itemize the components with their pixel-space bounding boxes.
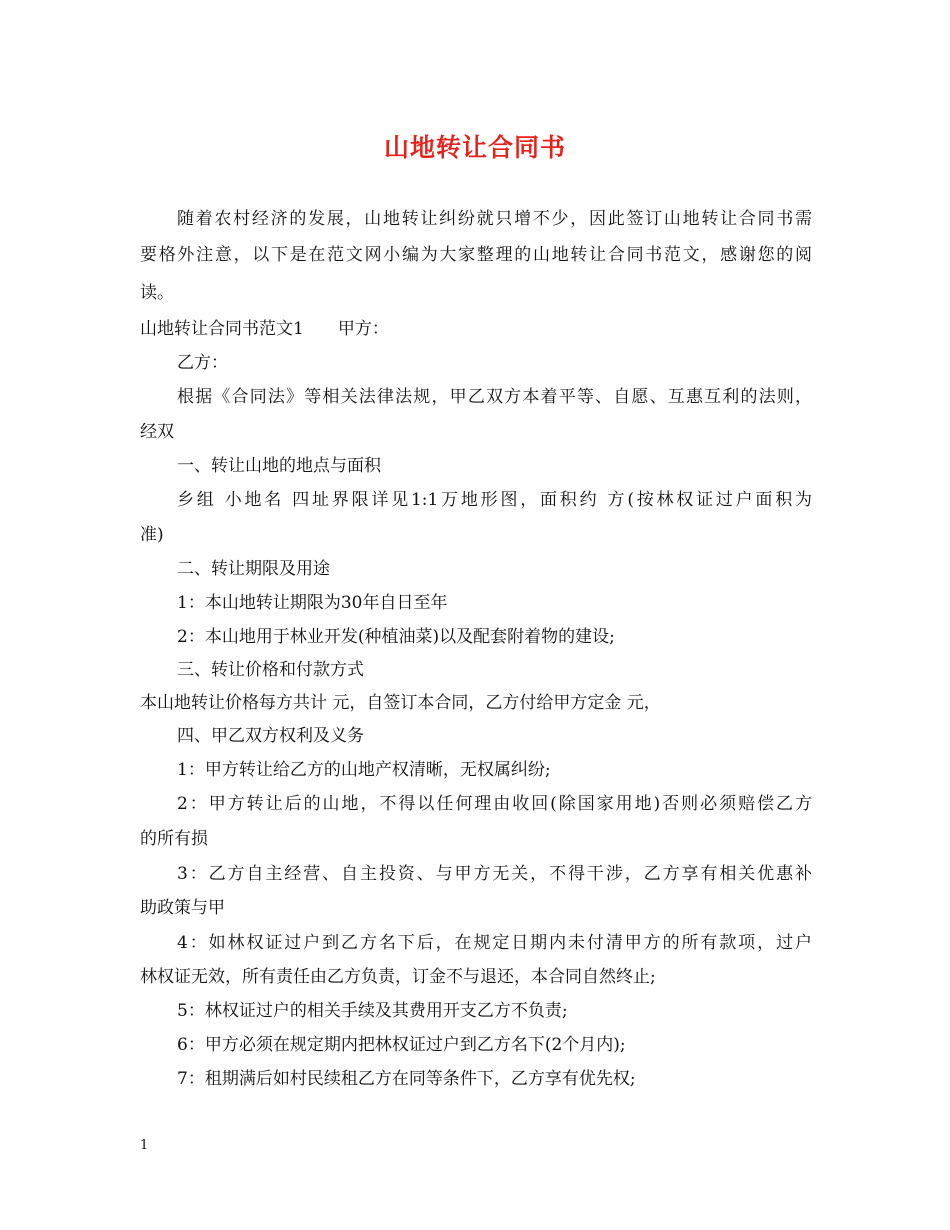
section-3-heading: 三、转让价格和付款方式 [177, 660, 364, 680]
section-4-heading: 四、甲乙双方权利及义务 [177, 726, 364, 746]
section-1-line-1: 乡组 小地名 四址界限详见1:1万地形图，面积约 方(按林权证过户面积为 [177, 490, 812, 510]
section-4-item-7: 7：租期满后如村民续租乙方在同等条件下，乙方享有优先权; [177, 1069, 636, 1089]
document-title: 山地转让合同书 [383, 133, 566, 162]
section-2-item-2: 2：本山地用于林业开发(种植油菜)以及配套附着物的建设; [177, 627, 615, 647]
section-4-item-4-line-2: 林权证无效，所有责任由乙方负责，订金不与退还，本合同自然终止; [140, 967, 656, 987]
page-number: 1 [140, 1138, 149, 1153]
section-4-item-5: 5：林权证过户的相关手续及其费用开支乙方不负责; [177, 1001, 568, 1021]
section-4-item-4-line-1: 4：如林权证过户到乙方名下后，在规定日期内未付清甲方的所有款项，过户 [177, 933, 812, 953]
sample-heading-line: 山地转让合同书范文1 甲方： [140, 319, 389, 339]
section-4-item-6: 6：甲方必须在规定期内把林权证过户到乙方名下(2个月内); [177, 1035, 626, 1055]
intro-line-1: 随着农村经济的发展，山地转让纠纷就只增不少，因此签订山地转让合同书需 [177, 209, 812, 229]
section-4-item-3-line-1: 3：乙方自主经营、自主投资、与甲方无关，不得干涉，乙方享有相关优惠补 [177, 864, 812, 884]
section-3-line-1: 本山地转让价格每方共计 元，自签订本合同，乙方付给甲方定金 元， [140, 693, 661, 713]
section-1-heading: 一、转让山地的地点与面积 [177, 456, 381, 476]
preamble-line-1: 根据《合同法》等相关法律法规，甲乙双方本着平等、自愿、互惠互利的法则， [177, 387, 812, 407]
section-4-item-1: 1：甲方转让给乙方的山地产权清晰，无权属纠纷; [177, 760, 551, 780]
section-1-line-2: 准) [140, 525, 164, 545]
section-4-item-3-line-2: 助政策与甲 [140, 898, 225, 918]
section-4-item-2-line-1: 2：甲方转让后的山地，不得以任何理由收回(除国家用地)否则必须赔偿乙方 [177, 794, 812, 814]
section-2-heading: 二、转让期限及用途 [177, 559, 330, 579]
preamble-line-2: 经双 [140, 422, 174, 442]
party-b-line: 乙方： [177, 353, 228, 373]
intro-line-3: 读。 [140, 283, 174, 303]
section-2-item-1: 1：本山地转让期限为30年自日至年 [177, 593, 448, 613]
section-4-item-2-line-2: 的所有损 [140, 829, 208, 849]
intro-line-2: 要格外注意，以下是在范文网小编为大家整理的山地转让合同书范文，感谢您的阅 [140, 245, 812, 265]
